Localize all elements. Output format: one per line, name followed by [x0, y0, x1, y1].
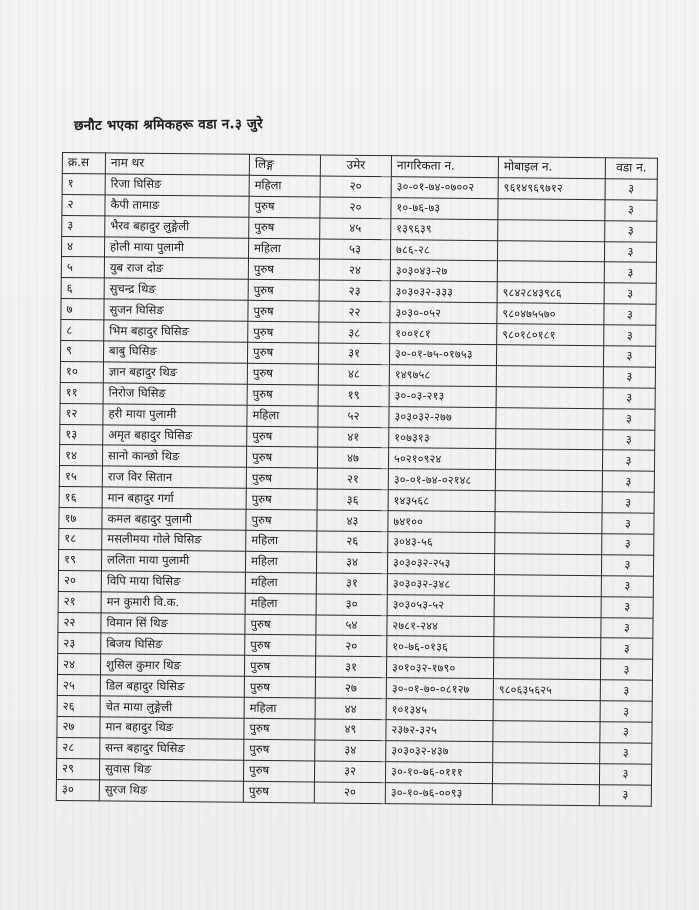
- cell-serial: १८: [59, 529, 102, 550]
- header-ward: वडा न.: [605, 158, 657, 179]
- cell-mobile: [496, 366, 603, 388]
- cell-gender: महिला: [245, 572, 316, 594]
- cell-name: ललिता माया पुलामी: [101, 550, 245, 572]
- cell-name: अमृत बहादुर घिसिङ: [103, 424, 247, 446]
- cell-age: १९: [318, 385, 389, 407]
- cell-citizenship: ३०१०३२-१७९०: [386, 657, 493, 679]
- cell-ward: ३: [603, 346, 655, 367]
- cell-name: हरी माया पुलामी: [103, 404, 247, 426]
- cell-ward: ३: [601, 596, 653, 617]
- cell-gender: पुरुष: [249, 196, 320, 218]
- cell-gender: पुरुष: [245, 635, 316, 657]
- cell-serial: २०: [58, 570, 101, 591]
- cell-gender: पुरुष: [243, 781, 314, 803]
- cell-gender: पुरुष: [248, 259, 319, 281]
- cell-age: ३१: [315, 656, 386, 678]
- cell-gender: पुरुष: [245, 614, 316, 636]
- cell-name: निरोज घिसिङ: [103, 383, 247, 405]
- cell-gender: पुरुष: [243, 760, 314, 782]
- cell-mobile: [495, 512, 602, 534]
- cell-mobile: [496, 345, 603, 367]
- cell-mobile: [495, 470, 602, 492]
- cell-name: मान बहादुर गर्गा: [102, 487, 246, 509]
- cell-serial: २६: [57, 696, 100, 717]
- cell-mobile: [497, 261, 604, 283]
- cell-serial: ५: [61, 257, 104, 278]
- cell-age: २१: [317, 468, 388, 490]
- cell-age: ४७: [317, 447, 388, 469]
- cell-name: ज्ञान बहादुर थिङ: [103, 362, 247, 384]
- cell-serial: २५: [57, 675, 100, 696]
- cell-ward: ३: [604, 325, 656, 346]
- cell-serial: ९: [60, 341, 103, 362]
- cell-gender: पुरुष: [244, 677, 315, 699]
- cell-name: सुचन्द्र थिङ: [104, 278, 248, 300]
- cell-serial: १७: [59, 508, 102, 529]
- cell-name: राज विर सितान: [102, 466, 246, 488]
- cell-age: ३१: [318, 343, 389, 365]
- cell-ward: ३: [604, 304, 656, 325]
- cell-gender: पुरुष: [247, 342, 318, 364]
- cell-citizenship: १०१३४५: [386, 699, 493, 721]
- cell-ward: ३: [602, 513, 654, 534]
- cell-name: शुसिल कुमार थिङ: [100, 654, 244, 676]
- cell-name: कैपी तामाङ: [105, 195, 249, 217]
- cell-ward: ३: [605, 179, 657, 200]
- cell-citizenship: ३०-०१-७४-०२१४८: [388, 469, 495, 491]
- cell-age: ५३: [319, 239, 390, 261]
- cell-gender: महिला: [246, 530, 317, 552]
- cell-serial: १९: [58, 549, 101, 570]
- cell-age: ३०: [316, 594, 387, 616]
- cell-citizenship: १३९६३९: [391, 218, 498, 240]
- cell-age: ३२: [314, 761, 385, 783]
- cell-serial: ६: [61, 278, 104, 299]
- cell-mobile: [494, 595, 601, 617]
- cell-name: सुरज थिङ: [99, 780, 243, 802]
- cell-age: २३: [319, 280, 390, 302]
- cell-citizenship: १०-७६-०१३६: [387, 636, 494, 658]
- cell-serial: १२: [60, 403, 103, 424]
- cell-citizenship: २३७२-३२५: [386, 720, 493, 742]
- cell-serial: १३: [60, 424, 103, 445]
- cell-citizenship: ३०३०३२-३३३: [390, 281, 497, 303]
- cell-mobile: [495, 533, 602, 555]
- workers-table-wrapper: [56, 152, 658, 806]
- cell-age: ५२: [318, 406, 389, 428]
- cell-age: ४३: [317, 510, 388, 532]
- cell-ward: ३: [603, 408, 655, 429]
- cell-age: २४: [319, 259, 390, 281]
- cell-mobile: [493, 700, 600, 722]
- cell-name: रिजा घिसिङ: [105, 174, 249, 196]
- cell-name: बाबु घिसिङ: [103, 341, 247, 363]
- workers-table: [56, 152, 658, 806]
- cell-mobile: ९८०६३५६२५: [493, 679, 600, 701]
- cell-name: विपि माया घिसिङ: [101, 571, 245, 593]
- cell-serial: १६: [59, 487, 102, 508]
- cell-ward: ३: [600, 743, 652, 764]
- cell-mobile: [494, 616, 601, 638]
- cell-age: ३१: [316, 573, 387, 595]
- cell-name: सन्त बहादुर घिसिङ: [100, 738, 244, 760]
- cell-citizenship: ३०-०१-७०-०८१२७: [386, 678, 493, 700]
- cell-ward: ३: [601, 617, 653, 638]
- cell-citizenship: ३०३०४३-२७: [390, 260, 497, 282]
- cell-age: ३४: [316, 552, 387, 574]
- cell-age: २२: [319, 301, 390, 323]
- cell-mobile: [493, 742, 600, 764]
- cell-ward: ३: [602, 534, 654, 555]
- cell-age: २६: [317, 531, 388, 553]
- cell-gender: पुरुष: [246, 489, 317, 511]
- cell-ward: ३: [603, 429, 655, 450]
- cell-mobile: [496, 428, 603, 450]
- cell-citizenship: १०-७६-७३: [391, 197, 498, 219]
- header-name: नाम थर: [105, 153, 249, 175]
- cell-ward: ३: [600, 701, 652, 722]
- cell-age: ४९: [315, 719, 386, 741]
- cell-name: भिम बहादुर घिसिङ: [104, 320, 248, 342]
- cell-gender: पुरुष: [247, 384, 318, 406]
- cell-gender: महिला: [249, 175, 320, 197]
- cell-mobile: ९८४२८४३९८६: [497, 282, 604, 304]
- cell-age: ४५: [320, 218, 391, 240]
- cell-serial: २३: [58, 633, 101, 654]
- cell-mobile: [498, 219, 605, 241]
- cell-citizenship: ३०३०३२-३४८: [387, 573, 494, 595]
- cell-ward: ३: [602, 492, 654, 513]
- cell-age: ३६: [317, 489, 388, 511]
- cell-name: कमल बहादुर पुलामी: [102, 508, 246, 530]
- cell-mobile: [493, 721, 600, 743]
- cell-serial: २७: [57, 717, 100, 738]
- cell-citizenship: ३०३०५३-५२: [387, 594, 494, 616]
- cell-gender: पुरुष: [244, 718, 315, 740]
- cell-serial: ४: [61, 236, 104, 257]
- cell-gender: पुरुष: [247, 426, 318, 448]
- cell-gender: महिला: [245, 593, 316, 615]
- cell-mobile: [493, 658, 600, 680]
- cell-mobile: ९८०४७५५७०: [497, 303, 604, 325]
- cell-ward: ३: [605, 220, 657, 241]
- cell-mobile: [498, 198, 605, 220]
- cell-gender: पुरुष: [249, 217, 320, 239]
- cell-serial: २२: [58, 612, 101, 633]
- cell-name: भैरव बहादुर लुङ्गेली: [105, 216, 249, 238]
- cell-mobile: [495, 491, 602, 513]
- cell-citizenship: ३०-०१-७४-०७००२: [391, 177, 498, 199]
- cell-serial: ३: [62, 215, 105, 236]
- cell-ward: ३: [605, 199, 657, 220]
- cell-ward: ३: [601, 555, 653, 576]
- cell-ward: ३: [603, 367, 655, 388]
- cell-citizenship: ३०-१०-७६-०१११: [385, 761, 492, 783]
- cell-name: सानो कान्छो थिङ: [102, 445, 246, 467]
- cell-age: २०: [316, 635, 387, 657]
- cell-ward: ३: [600, 722, 652, 743]
- cell-ward: ३: [603, 388, 655, 409]
- cell-citizenship: ५०२१०९२४: [388, 448, 495, 470]
- cell-serial: १: [62, 173, 105, 194]
- cell-gender: पुरुष: [246, 509, 317, 531]
- cell-gender: महिला: [244, 697, 315, 719]
- cell-citizenship: ७४१००: [388, 511, 495, 533]
- header-age: उमेर: [320, 155, 391, 177]
- cell-ward: ३: [602, 471, 654, 492]
- cell-age: ३८: [319, 322, 390, 344]
- cell-name: चेत माया लुङ्गेली: [100, 696, 244, 718]
- cell-gender: पुरुष: [246, 468, 317, 490]
- cell-mobile: [497, 240, 604, 262]
- cell-ward: ३: [601, 576, 653, 597]
- header-citizenship: नागरिकता न.: [391, 156, 498, 178]
- cell-name: मसलीमया गोले घिसिङ: [102, 529, 246, 551]
- cell-name: बिजय घिसिङ: [101, 633, 245, 655]
- cell-mobile: [496, 407, 603, 429]
- cell-serial: २: [62, 194, 105, 215]
- cell-age: २०: [314, 782, 385, 804]
- cell-ward: ३: [600, 659, 652, 680]
- cell-gender: महिला: [247, 405, 318, 427]
- cell-gender: पुरुष: [246, 447, 317, 469]
- cell-ward: ३: [601, 638, 653, 659]
- table-row: [56, 779, 651, 806]
- table-body: [56, 173, 657, 805]
- cell-serial: ७: [61, 299, 104, 320]
- cell-age: ४१: [318, 427, 389, 449]
- cell-mobile: [494, 637, 601, 659]
- document-title: छनौट भएका श्रमिकहरू वडा न.३ जुरे: [74, 116, 263, 134]
- cell-mobile: [495, 449, 602, 471]
- cell-citizenship: ३०३०३२-२७७: [389, 406, 496, 428]
- cell-name: मान बहादुर थिङ: [100, 717, 244, 739]
- cell-age: ५४: [316, 615, 387, 637]
- cell-gender: पुरुष: [244, 739, 315, 761]
- cell-mobile: [494, 554, 601, 576]
- cell-name: सुजन घिसिङ: [104, 299, 248, 321]
- cell-name: सुवास थिङ: [99, 759, 243, 781]
- cell-gender: महिला: [248, 238, 319, 260]
- cell-serial: ३०: [56, 779, 99, 800]
- cell-ward: ३: [604, 283, 656, 304]
- header-serial: क्र.स: [62, 153, 105, 174]
- cell-mobile: [494, 574, 601, 596]
- cell-serial: २९: [56, 758, 99, 779]
- cell-age: २०: [320, 176, 391, 198]
- cell-gender: पुरुष: [244, 656, 315, 678]
- cell-mobile: ९६१४९६९७१२: [498, 178, 605, 200]
- cell-citizenship: १४९७५८: [389, 365, 496, 387]
- cell-name: विमान सिं थिङ: [101, 612, 245, 634]
- cell-citizenship: ७८६-२८: [390, 239, 497, 261]
- cell-age: ४४: [315, 698, 386, 720]
- cell-serial: २८: [57, 737, 100, 758]
- cell-age: २०: [320, 197, 391, 219]
- cell-serial: १४: [59, 445, 102, 466]
- cell-serial: १०: [60, 361, 103, 382]
- cell-gender: महिला: [245, 551, 316, 573]
- cell-mobile: [492, 762, 599, 784]
- cell-ward: ३: [604, 262, 656, 283]
- cell-serial: ८: [61, 320, 104, 341]
- cell-citizenship: १४३५६८: [388, 490, 495, 512]
- cell-ward: ३: [600, 680, 652, 701]
- cell-age: २७: [315, 677, 386, 699]
- cell-citizenship: ३०३०३२-२५३: [387, 553, 494, 575]
- cell-citizenship: १००१८१: [390, 323, 497, 345]
- cell-serial: १५: [59, 466, 102, 487]
- cell-name: युब राज दोङ: [104, 257, 248, 279]
- cell-citizenship: २७८१-२४४: [387, 615, 494, 637]
- cell-gender: पुरुष: [248, 321, 319, 343]
- cell-ward: ३: [599, 784, 651, 805]
- cell-citizenship: ३०३०३२-४३७: [386, 741, 493, 763]
- cell-serial: ११: [60, 382, 103, 403]
- cell-ward: ३: [604, 241, 656, 262]
- cell-citizenship: ३०४३-५६: [388, 532, 495, 554]
- cell-serial: २१: [58, 591, 101, 612]
- cell-citizenship: ३०-१०-७६-००९३: [385, 782, 492, 804]
- cell-name: डिल बहादुर घिसिङ: [100, 675, 244, 697]
- cell-ward: ३: [599, 764, 651, 785]
- header-mobile: मोबाइल न.: [498, 157, 605, 179]
- cell-gender: पुरुष: [247, 363, 318, 385]
- cell-mobile: [496, 386, 603, 408]
- cell-serial: २४: [57, 654, 100, 675]
- cell-mobile: ९८०१८०१८१: [497, 324, 604, 346]
- cell-citizenship: ३०-०१-७५-०१७५३: [389, 344, 496, 366]
- cell-citizenship: १०७३१३: [389, 427, 496, 449]
- cell-name: होली माया पुलामी: [104, 236, 248, 258]
- cell-ward: ३: [602, 450, 654, 471]
- cell-citizenship: ३०३०-०५२: [390, 302, 497, 324]
- cell-gender: पुरुष: [248, 301, 319, 323]
- cell-gender: पुरुष: [248, 280, 319, 302]
- cell-name: मन कुमारी वि.क.: [101, 592, 245, 614]
- cell-age: ४८: [318, 364, 389, 386]
- cell-citizenship: ३०-०३-२१३: [389, 385, 496, 407]
- cell-mobile: [492, 783, 599, 805]
- cell-age: ३४: [315, 740, 386, 762]
- header-gender: लिङ्ग: [249, 154, 320, 176]
